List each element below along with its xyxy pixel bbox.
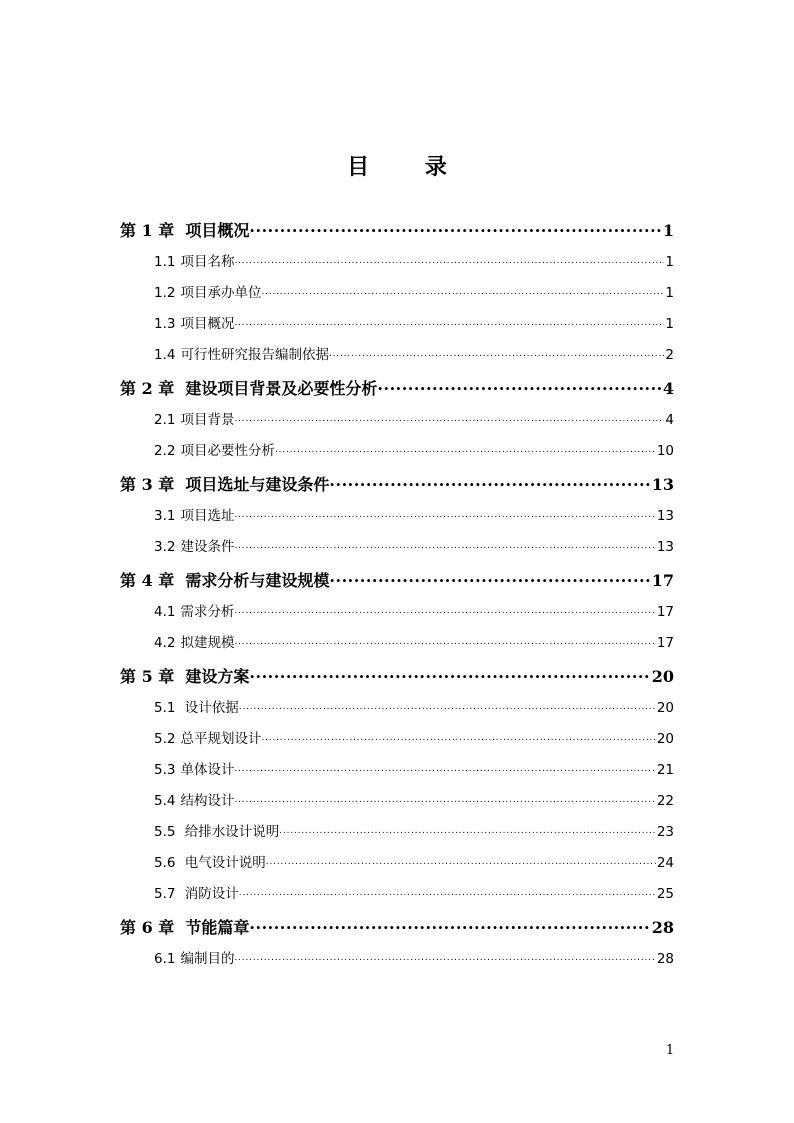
toc-page-number: 1 (665, 254, 674, 270)
toc-chapter-title: 第 5 章 建设方案 (120, 667, 250, 686)
toc-section-entry[interactable] (120, 882, 674, 913)
toc-section-entry[interactable] (120, 504, 674, 535)
dot-leader (234, 411, 664, 425)
toc-section-entry[interactable] (120, 820, 674, 851)
toc-section-number: 5.1 (154, 700, 176, 716)
toc-section-title: 建设条件 (180, 539, 235, 555)
toc-page-number: 25 (656, 886, 674, 902)
toc-chapter-title: 第 4 章 需求分析与建设规模 (120, 571, 330, 590)
toc-page-number: 13 (651, 475, 674, 494)
dot-leader (234, 253, 664, 267)
toc-page-number: 13 (656, 539, 674, 555)
toc-section-title: 项目选址 (180, 508, 235, 524)
dot-leader (329, 570, 650, 586)
toc-page-number: 21 (656, 762, 674, 778)
toc-section-number: 1.1 (154, 254, 176, 270)
toc-section-title: 电气设计说明 (180, 855, 266, 871)
toc-section-number: 6.1 (154, 951, 176, 967)
toc-section-number: 5.2 (154, 731, 176, 747)
toc-section-number: 5.7 (154, 886, 176, 902)
page-title: 目 录 (347, 154, 471, 180)
toc-section-entry[interactable] (120, 250, 674, 281)
toc-section-title: 项目承办单位 (180, 285, 262, 301)
toc-section-entry[interactable] (120, 312, 674, 343)
toc-page-number: 28 (651, 918, 674, 937)
toc-section-title: 可行性研究报告编制依据 (180, 347, 329, 363)
dot-leader (239, 885, 656, 899)
toc-chapter-title: 第 6 章 节能篇章 (120, 918, 250, 937)
toc-section-title: 项目概况 (180, 316, 235, 332)
toc-section-title: 拟建规模 (180, 635, 235, 651)
toc-section-title: 项目名称 (180, 254, 235, 270)
toc-section-title: 需求分析 (180, 604, 235, 620)
toc-section-entry[interactable] (120, 439, 674, 470)
toc-chapter-title: 第 1 章 项目概况 (120, 221, 250, 240)
toc-page-number: 20 (651, 667, 674, 686)
dot-leader (234, 950, 655, 964)
toc-section-entry[interactable] (120, 408, 674, 439)
toc-section-entry[interactable] (120, 947, 674, 978)
toc-page-number: 24 (656, 855, 674, 871)
toc-section-number: 4.2 (154, 635, 176, 651)
toc-page-number: 17 (656, 635, 674, 651)
toc-page-number: 22 (656, 793, 674, 809)
toc-section-title: 单体设计 (180, 762, 235, 778)
dot-leader (234, 538, 655, 552)
toc-section-number: 5.6 (154, 855, 176, 871)
toc-section-number: 1.2 (154, 285, 176, 301)
dot-leader (266, 854, 656, 868)
toc-page-number: 1 (665, 316, 674, 332)
dot-leader (275, 442, 656, 456)
toc-page-number: 17 (651, 571, 674, 590)
toc-chapter-entry[interactable] (120, 915, 674, 947)
dot-leader (234, 761, 655, 775)
toc-chapter-title: 第 3 章 项目选址与建设条件 (120, 475, 330, 494)
toc-section-entry[interactable] (120, 851, 674, 882)
toc-section-entry[interactable] (120, 631, 674, 662)
toc-section-title: 设计依据 (180, 700, 239, 716)
toc-section-number: 3.2 (154, 539, 176, 555)
toc-chapter-entry[interactable] (120, 568, 674, 600)
toc-section-entry[interactable] (120, 758, 674, 789)
toc-section-title: 编制目的 (180, 951, 235, 967)
toc-page-number: 4 (665, 412, 674, 428)
dot-leader (249, 917, 650, 933)
toc-chapter-title: 第 2 章 建设项目背景及必要性分析 (120, 379, 378, 398)
toc-section-number: 2.2 (154, 443, 176, 459)
dot-leader (279, 823, 656, 837)
dot-leader (239, 699, 656, 713)
toc-section-entry[interactable] (120, 727, 674, 758)
toc-section-title: 项目背景 (180, 412, 235, 428)
toc-section-number: 1.4 (154, 347, 176, 363)
dot-leader (234, 792, 655, 806)
toc-section-entry[interactable] (120, 535, 674, 566)
dot-leader (377, 378, 661, 394)
toc-page-number: 28 (656, 951, 674, 967)
dot-leader (234, 315, 664, 329)
toc-section-title: 消防设计 (180, 886, 239, 902)
toc-page-number: 1 (665, 285, 674, 301)
toc-section-entry[interactable] (120, 343, 674, 374)
dot-leader (329, 474, 650, 490)
page-number: 1 (665, 1043, 675, 1058)
toc-section-number: 5.4 (154, 793, 176, 809)
toc-section-number: 2.1 (154, 412, 176, 428)
dot-leader (249, 666, 650, 682)
toc-section-number: 1.3 (154, 316, 176, 332)
toc-section-entry[interactable] (120, 789, 674, 820)
toc-section-entry[interactable] (120, 696, 674, 727)
toc-page-number: 4 (662, 379, 674, 398)
toc-chapter-entry[interactable] (120, 472, 674, 504)
toc-section-title: 总平规划设计 (180, 731, 262, 747)
toc-page-number: 10 (656, 443, 674, 459)
toc-page-number: 2 (665, 347, 674, 363)
toc-chapter-entry[interactable] (120, 664, 674, 696)
toc-section-number: 5.5 (154, 824, 176, 840)
toc-chapter-entry[interactable] (120, 376, 674, 408)
toc-section-number: 4.1 (154, 604, 176, 620)
toc-chapter-entry[interactable] (120, 218, 674, 250)
dot-leader (249, 220, 661, 236)
toc-section-entry[interactable] (120, 281, 674, 312)
dot-leader (261, 730, 655, 744)
toc-page-number: 20 (656, 731, 674, 747)
toc-page-number: 1 (662, 221, 674, 240)
toc-section-number: 3.1 (154, 508, 176, 524)
toc-section-entry[interactable] (120, 600, 674, 631)
toc-page-number: 17 (656, 604, 674, 620)
toc-section-title: 结构设计 (180, 793, 235, 809)
toc-page-number: 20 (656, 700, 674, 716)
toc-section-title: 项目必要性分析 (180, 443, 275, 459)
toc-page-number: 23 (656, 824, 674, 840)
table-of-contents (120, 216, 674, 978)
dot-leader (234, 603, 655, 617)
toc-page-number: 13 (656, 508, 674, 524)
dot-leader (234, 507, 655, 521)
toc-section-title: 给排水设计说明 (180, 824, 280, 840)
toc-section-number: 5.3 (154, 762, 176, 778)
dot-leader (261, 284, 664, 298)
dot-leader (329, 346, 664, 360)
dot-leader (234, 634, 655, 648)
